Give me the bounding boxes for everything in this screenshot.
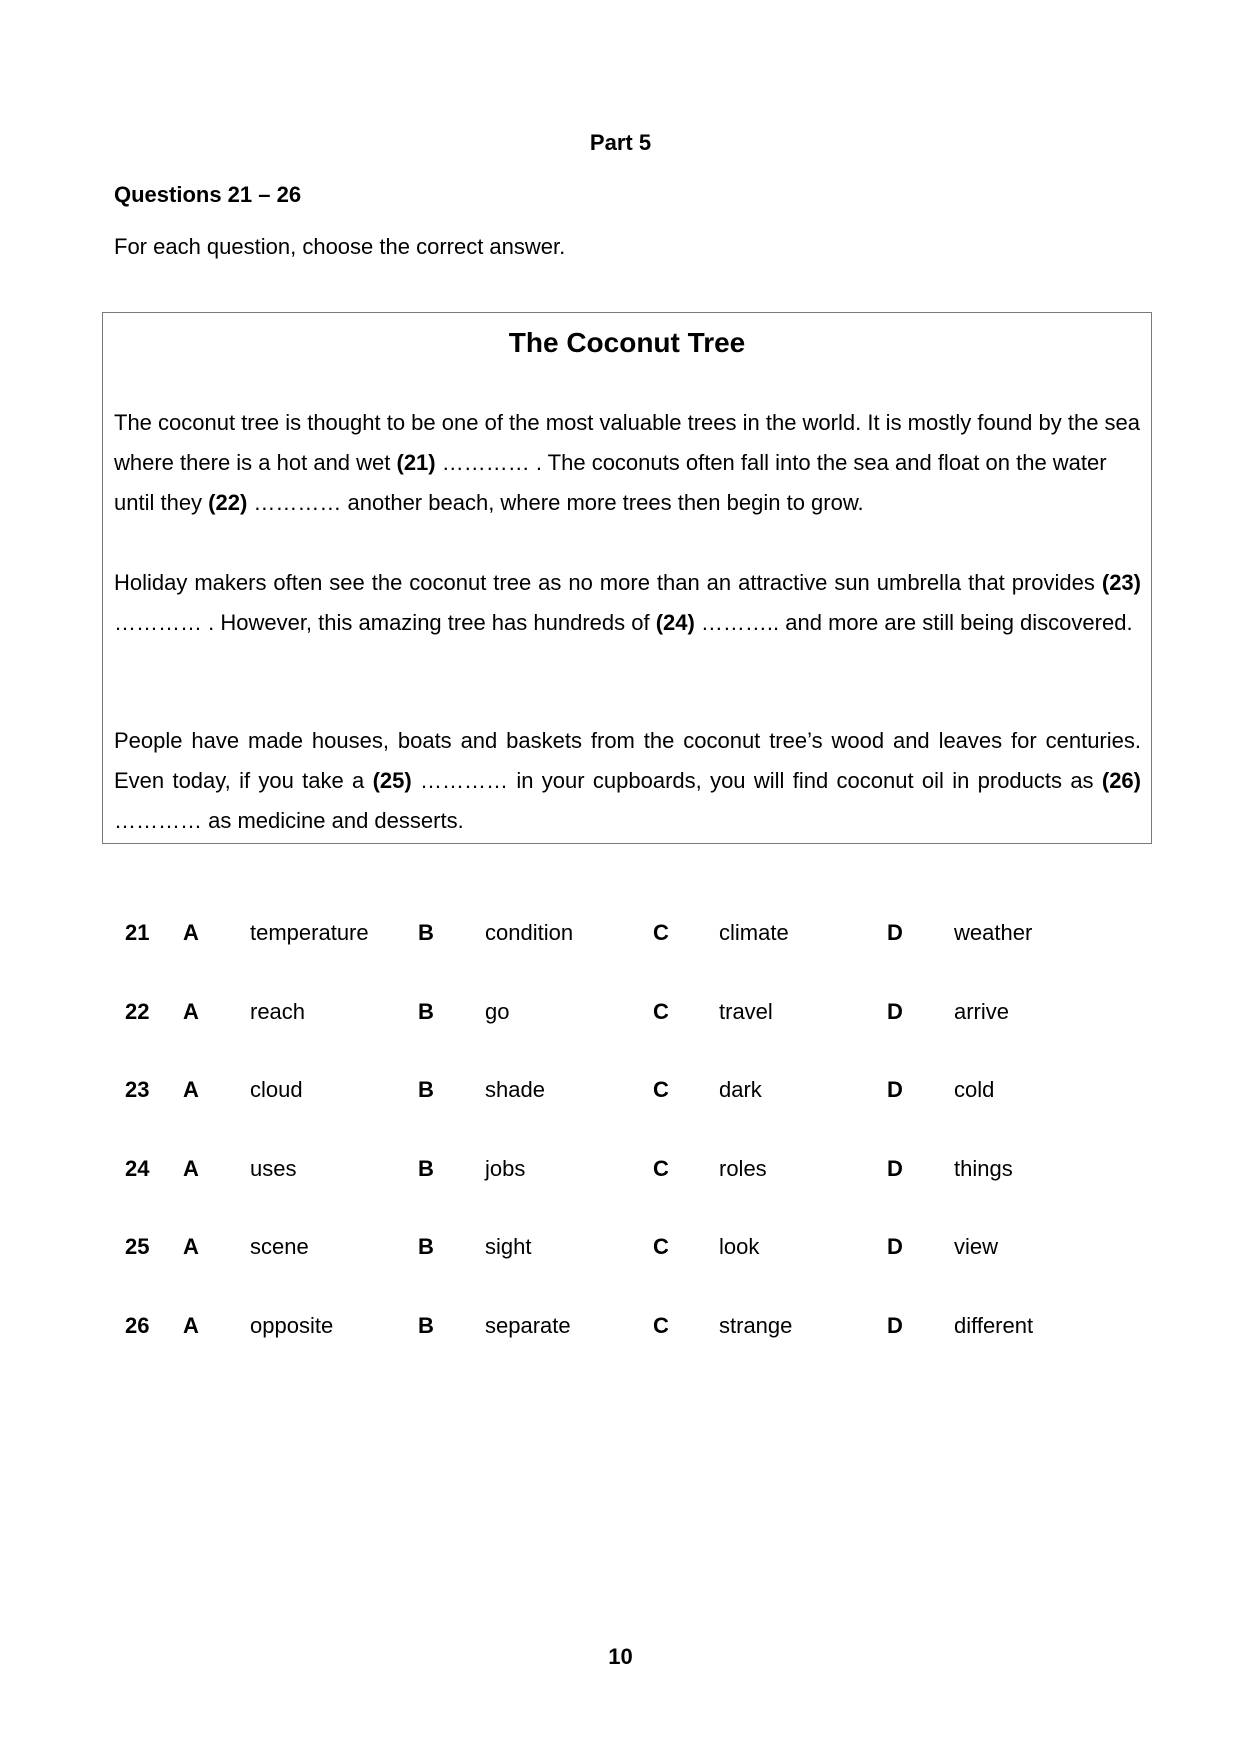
option-letter-b: B bbox=[418, 1155, 434, 1181]
option-letter-a: A bbox=[183, 1234, 199, 1259]
text-segment: ………… . The coconuts often fall into the sea and float on the water until they bbox=[114, 450, 1107, 515]
option-letter-d: D bbox=[887, 1312, 903, 1338]
option-d[interactable]: arrive bbox=[954, 998, 1010, 1024]
option-letter-d: D bbox=[887, 1077, 903, 1102]
question-row-25 bbox=[0, 1234, 1241, 1313]
option-c[interactable]: travel bbox=[719, 998, 773, 1024]
text-segment: ………… another beach, where more trees then begin to grow. bbox=[247, 490, 864, 515]
option-letter-c: C bbox=[653, 1077, 669, 1102]
option-letter-d: D bbox=[887, 920, 903, 945]
option-letter-c: C bbox=[653, 998, 669, 1024]
text-segment: The coconut tree is thought to be one of the most valuable trees in the world. It is mostly found by the sea where there is a hot and wet bbox=[114, 410, 1141, 475]
instruction-text: For each question, choose the correct answer. bbox=[114, 234, 566, 259]
option-a[interactable]: uses bbox=[250, 1155, 297, 1181]
question-number: 23 bbox=[125, 1077, 150, 1102]
question-row-26 bbox=[0, 1313, 1241, 1392]
question-number: 25 bbox=[125, 1234, 150, 1259]
option-b[interactable]: shade bbox=[485, 1077, 545, 1102]
option-letter-a: A bbox=[183, 1155, 199, 1181]
question-number: 26 bbox=[125, 1312, 150, 1338]
answer-options bbox=[0, 920, 1241, 1391]
option-c[interactable]: roles bbox=[719, 1155, 767, 1181]
gap-number-25: (25) bbox=[372, 768, 412, 793]
option-letter-c: C bbox=[653, 1155, 669, 1181]
passage-title: The Coconut Tree bbox=[508, 327, 746, 358]
option-d[interactable]: different bbox=[954, 1312, 1034, 1338]
option-c[interactable]: look bbox=[719, 1234, 760, 1259]
questions-heading: Questions 21 – 26 bbox=[114, 182, 302, 207]
passage-paragraph-1 bbox=[114, 403, 1141, 523]
option-letter-b: B bbox=[418, 998, 434, 1024]
option-c[interactable]: strange bbox=[719, 1312, 793, 1338]
passage-paragraph-2 bbox=[114, 563, 1141, 643]
question-number: 21 bbox=[125, 920, 150, 945]
option-c[interactable]: dark bbox=[719, 1077, 762, 1102]
option-d[interactable]: weather bbox=[954, 920, 1033, 945]
question-number: 24 bbox=[125, 1155, 150, 1181]
option-b[interactable]: condition bbox=[485, 920, 574, 945]
option-a[interactable]: reach bbox=[250, 998, 306, 1024]
option-d[interactable]: view bbox=[954, 1234, 999, 1259]
option-letter-d: D bbox=[887, 998, 903, 1024]
passage-box bbox=[102, 312, 1152, 844]
option-letter-a: A bbox=[183, 920, 199, 945]
option-a[interactable]: temperature bbox=[250, 920, 369, 945]
question-row-22 bbox=[0, 999, 1241, 1078]
text-segment: ………… as medicine and desserts. bbox=[114, 808, 464, 833]
option-b[interactable]: jobs bbox=[485, 1155, 526, 1181]
option-letter-c: C bbox=[653, 1312, 669, 1338]
text-segment: ………… . However, this amazing tree has hundreds of bbox=[114, 610, 656, 635]
option-d[interactable]: things bbox=[954, 1155, 1013, 1181]
gap-number-21: (21) bbox=[396, 450, 436, 475]
option-d[interactable]: cold bbox=[954, 1077, 995, 1102]
option-a[interactable]: scene bbox=[250, 1234, 309, 1259]
gap-number-24: (24) bbox=[655, 610, 695, 635]
option-letter-b: B bbox=[418, 1234, 434, 1259]
gap-number-22: (22) bbox=[208, 490, 248, 515]
part-title: Part 5 bbox=[589, 130, 652, 155]
option-letter-b: B bbox=[418, 1312, 434, 1338]
question-number: 22 bbox=[125, 998, 150, 1024]
text-segment: People have made houses, boats and baskets from the coconut tree’s wood and leaves for centuries. Even today, if you take a bbox=[114, 728, 1141, 793]
passage-paragraph-3 bbox=[114, 721, 1141, 841]
option-a[interactable]: opposite bbox=[250, 1312, 334, 1338]
text-segment: ……….. and more are still being discovered. bbox=[694, 610, 1133, 635]
option-letter-d: D bbox=[887, 1234, 903, 1259]
option-b[interactable]: go bbox=[485, 998, 510, 1024]
option-letter-b: B bbox=[418, 1077, 434, 1102]
gap-number-26: (26) bbox=[1101, 768, 1141, 793]
text-segment: Holiday makers often see the coconut tree as no more than an attractive sun umbrella that provides bbox=[114, 570, 1102, 595]
option-b[interactable]: separate bbox=[485, 1312, 571, 1338]
option-b[interactable]: sight bbox=[485, 1234, 532, 1259]
option-letter-a: A bbox=[183, 1312, 199, 1338]
question-row-23 bbox=[0, 1077, 1241, 1156]
option-letter-a: A bbox=[183, 998, 199, 1024]
option-letter-b: B bbox=[418, 920, 434, 945]
option-letter-a: A bbox=[183, 1077, 199, 1102]
option-letter-c: C bbox=[653, 920, 669, 945]
option-a[interactable]: cloud bbox=[250, 1077, 303, 1102]
gap-number-23: (23) bbox=[1101, 570, 1141, 595]
page-number: 10 bbox=[608, 1644, 633, 1669]
text-segment: ………… in your cupboards, you will find coconut oil in products as bbox=[411, 768, 1102, 793]
question-row-24 bbox=[0, 1156, 1241, 1235]
question-row-21 bbox=[0, 920, 1241, 999]
option-c[interactable]: climate bbox=[719, 920, 789, 945]
option-letter-c: C bbox=[653, 1234, 669, 1259]
option-letter-d: D bbox=[887, 1155, 903, 1181]
